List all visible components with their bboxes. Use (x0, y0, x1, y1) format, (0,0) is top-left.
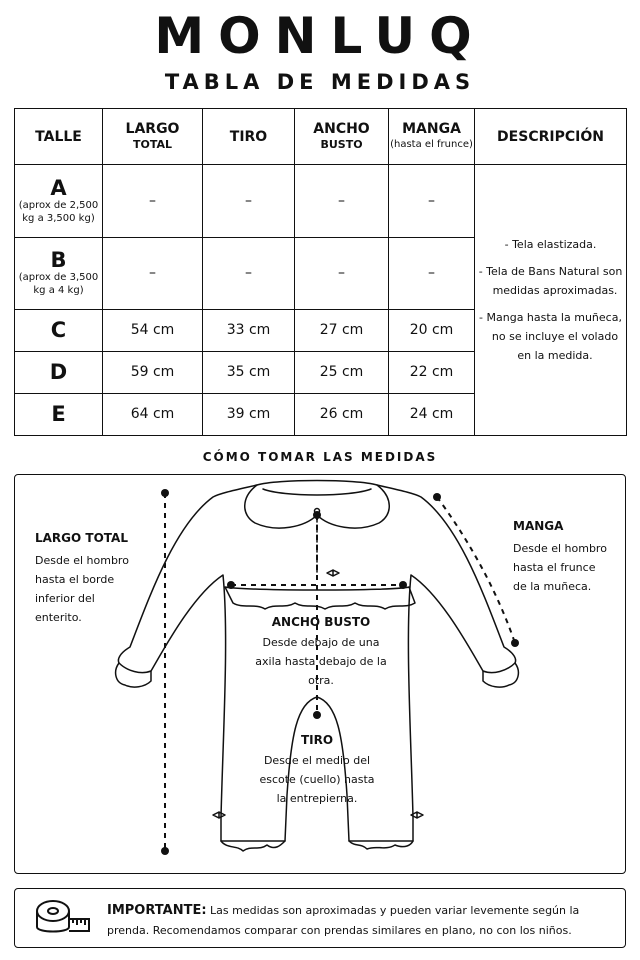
table-row: D 59 cm 35 cm 25 cm 22 cm (15, 351, 627, 393)
measure-guide-panel (14, 474, 626, 874)
manga-title: MANGA (513, 519, 564, 533)
measuring-tape-icon (33, 895, 93, 943)
right-cuff (483, 663, 518, 687)
table-row: B (aprox de 3,500 kg a 4 kg) – – – – (15, 238, 627, 309)
largo-total-text: Desde el hombro hasta el borde inferior del enterito. (35, 554, 129, 624)
manga-text: Desde el hombro hasta el frunce de la muñeca. (513, 542, 607, 593)
chest-ruffle (225, 587, 415, 609)
table-row: A (aprox de 2,500 kg a 3,500 kg) – – – – - Tela elastizada. - Tela de Bans Natural son medidas aproximadas. - Manga hasta la muñeca, no se incluye el volado en la medida. (15, 165, 627, 238)
left-cuff (116, 663, 151, 687)
howto-title: CÓMO TOMAR LAS MEDIDAS (202, 450, 438, 464)
ancho-busto-title: ANCHO BUSTO (271, 615, 371, 629)
bow-icon (327, 570, 339, 576)
important-label: IMPORTANTE: (107, 903, 207, 918)
manga-line (437, 497, 515, 643)
left-leg-cuff (221, 841, 285, 851)
tiro-text: Desde el medio del escote (cuello) hasta la entrepierna. (259, 754, 375, 805)
table-row: C 54 cm 33 cm 27 cm 20 cm (15, 309, 627, 351)
largo-total-title: LARGO TOTAL (35, 531, 128, 545)
important-message: Las medidas son aproximadas y pueden variar levemente según la prenda. Recomendamos comparar con prendas similares en plano, no con los niños. (107, 904, 580, 937)
table-row: E 64 cm 39 cm 26 cm 24 cm (15, 393, 627, 435)
col-talle: TALLE (15, 109, 103, 165)
ancho-busto-text: Desde debajo de una axila hasta debajo de la otra. (255, 636, 387, 687)
description-cell (475, 165, 627, 436)
col-descripcion: DESCRIPCIÓN (475, 109, 627, 165)
description-item: - Manga hasta la muñeca, no se incluye el volado en la medida. (479, 311, 622, 363)
tiro-title: TIRO (300, 733, 334, 747)
size-table (14, 108, 627, 436)
col-tiro: TIRO (203, 109, 295, 165)
col-manga: MANGA (hasta el frunce) (389, 109, 475, 165)
table-header-row (15, 109, 627, 165)
right-leg-cuff (349, 841, 413, 849)
important-note (14, 888, 626, 948)
col-largo: LARGO TOTAL (103, 109, 203, 165)
description-item: - Tela de Bans Natural son medidas aproximadas. (478, 265, 623, 298)
page-title: TABLA DE MEDIDAS (164, 70, 476, 94)
col-ancho: ANCHO BUSTO (295, 109, 389, 165)
description-item: - Tela elastizada. (504, 238, 597, 252)
brand-logo: MONLUQ (154, 7, 486, 65)
important-note-text (107, 901, 617, 941)
